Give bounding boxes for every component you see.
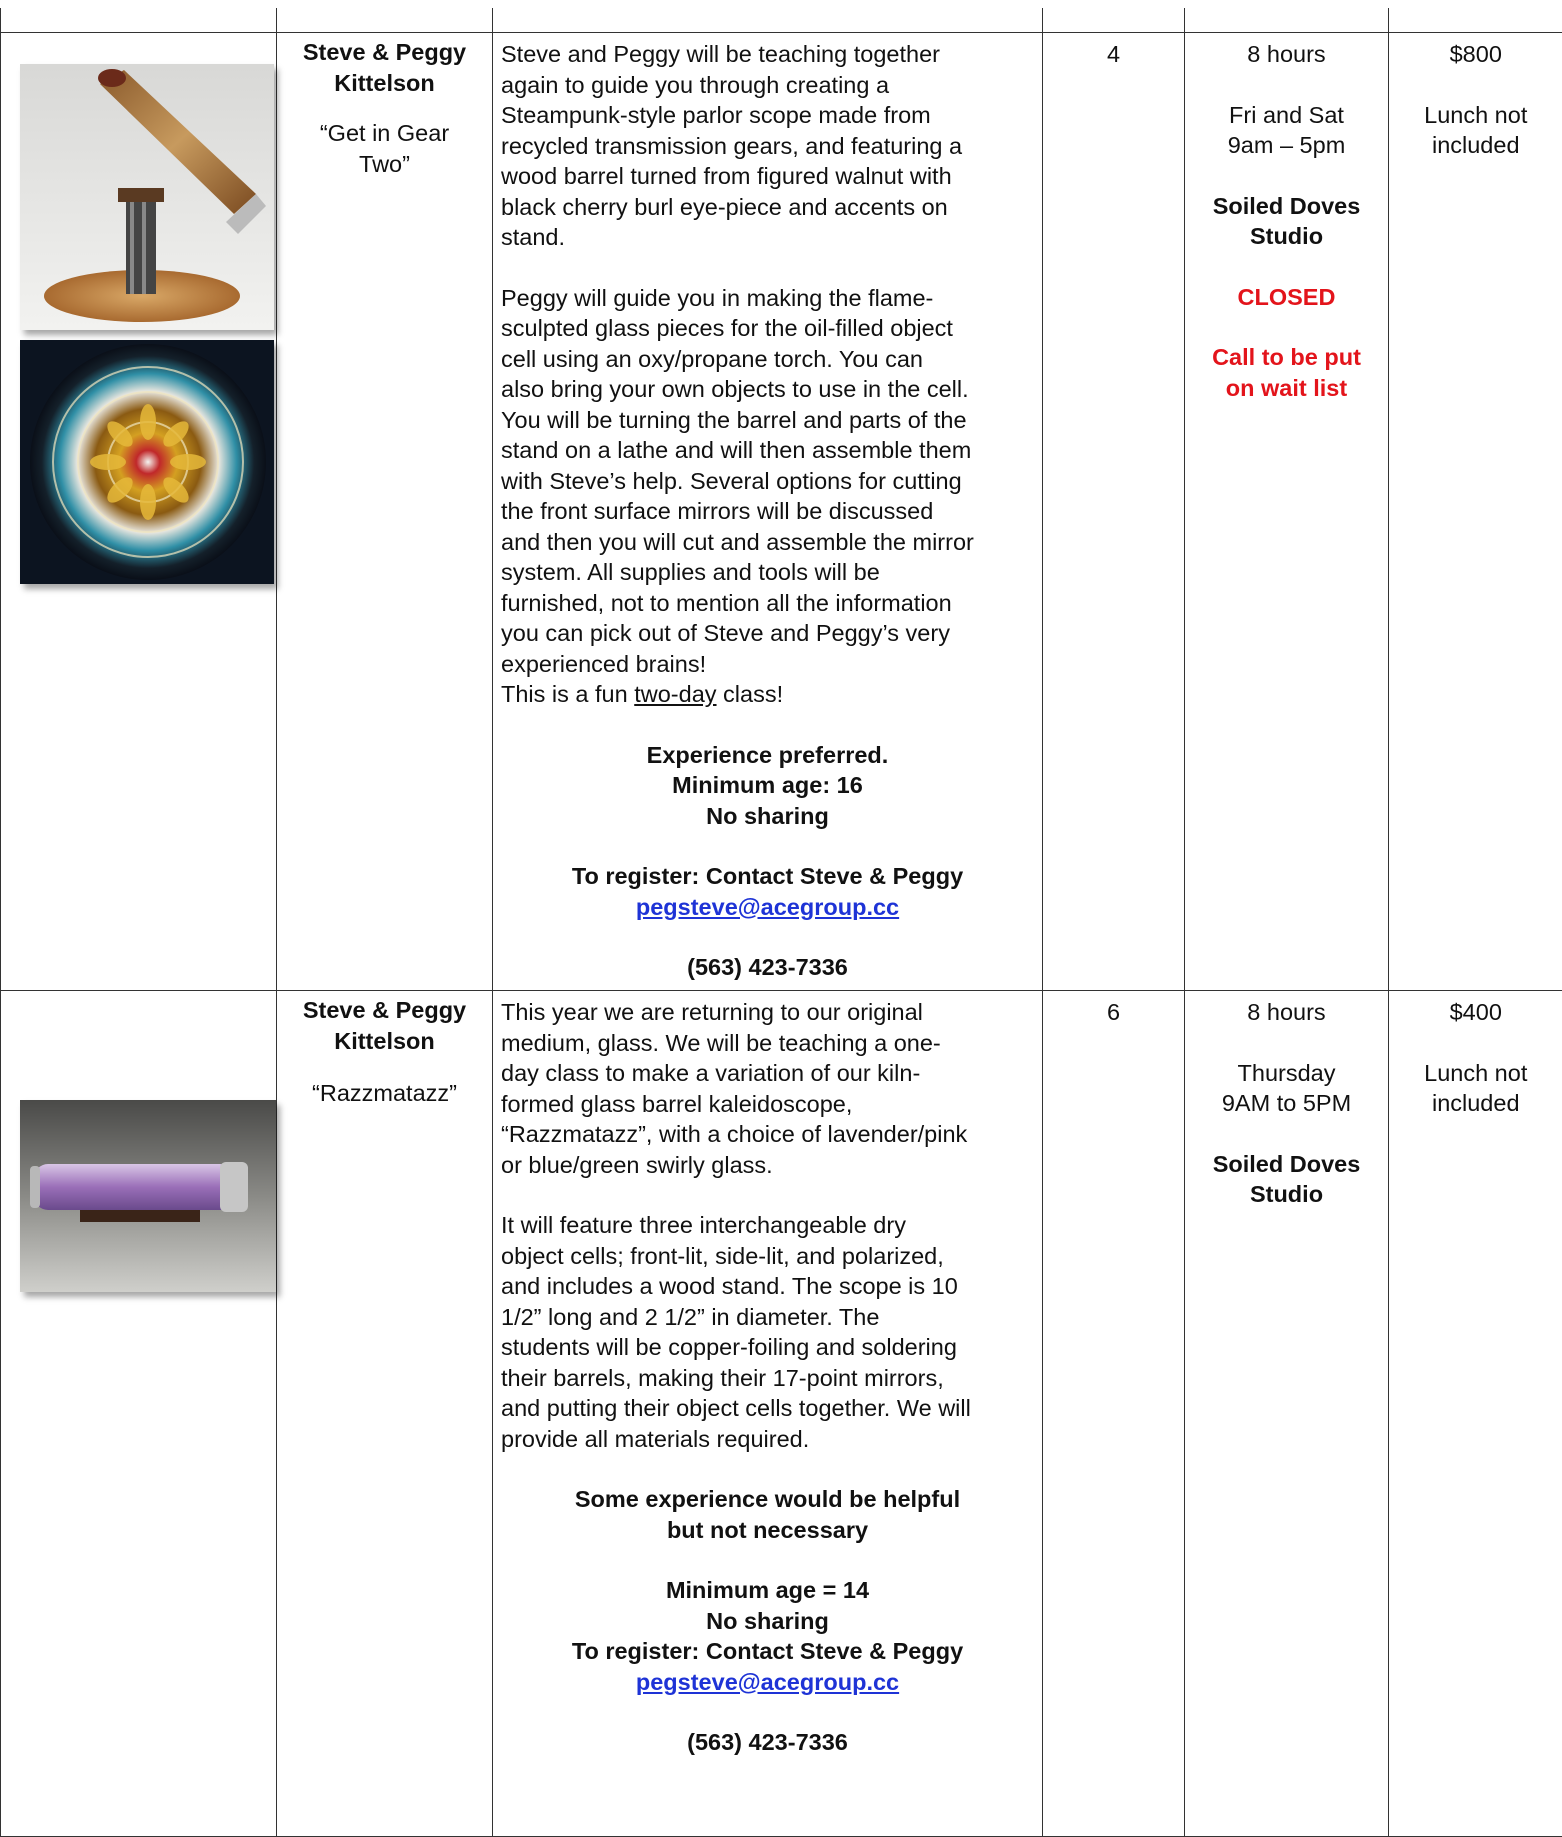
students-cell xyxy=(1043,33,1185,991)
description-line: again to guide you through creating a xyxy=(501,70,1034,101)
kaleidoscope-image-photo xyxy=(20,340,274,584)
description-line: formed glass barrel kaleidoscope, xyxy=(501,1089,1034,1120)
description-line: their barrels, making their 17-point mirrors, xyxy=(501,1363,1034,1394)
description-line: It will feature three interchangeable dry xyxy=(501,1210,1034,1241)
description-para xyxy=(501,39,1034,253)
table-header-spacer-row xyxy=(1,8,1562,33)
student-count: 4 xyxy=(1043,33,1184,70)
instructor-name: Steve & Peggy xyxy=(277,995,492,1026)
phone-number: (563) 423-7336 xyxy=(501,1727,1034,1758)
location: Soiled Doves xyxy=(1185,191,1388,222)
description-line: the front surface mirrors will be discussed xyxy=(501,496,1034,527)
description-line: object cells; front-lit, side-lit, and polarized, xyxy=(501,1241,1034,1272)
status-badge: CLOSED xyxy=(1185,282,1388,313)
description-line: Steve and Peggy will be teaching together xyxy=(501,39,1034,70)
instructor-name: Kittelson xyxy=(277,1026,492,1057)
description-line: provide all materials required. xyxy=(501,1424,1034,1455)
razzmatazz-scope-image xyxy=(20,1100,276,1292)
instructor-name: Steve & Peggy xyxy=(277,37,492,68)
description-line: students will be copper-foiling and soldering xyxy=(501,1332,1034,1363)
fee-cell: $400 Lunch not included xyxy=(1389,991,1562,1837)
email-link[interactable]: pegsteve@acegroup.cc xyxy=(636,894,899,920)
class-title: “Razzmatazz” xyxy=(277,1078,492,1109)
lunch-note: Lunch not xyxy=(1389,1058,1562,1089)
experience-note: Some experience would be helpful but not necessary xyxy=(501,1484,1034,1545)
kaleidoscope-view-image xyxy=(20,340,274,584)
description-line: system. All supplies and tools will be xyxy=(501,557,1034,588)
description-line: stand on a lathe and will then assemble them xyxy=(501,435,1034,466)
duration: 8 hours xyxy=(1185,997,1388,1028)
description-line: sculpted glass pieces for the oil-filled object xyxy=(501,313,1034,344)
description-line: This is a fun two-day class! xyxy=(501,679,1034,710)
students-cell xyxy=(1043,991,1185,1837)
description-line: stand. xyxy=(501,222,1034,253)
requirements: Minimum age = 14 No sharing xyxy=(501,1575,1034,1636)
description-para xyxy=(501,997,1034,1180)
description-line: experienced brains! xyxy=(501,649,1034,680)
instructor-cell xyxy=(277,33,493,991)
description-line: and putting their object cells together. We will xyxy=(501,1393,1034,1424)
description-line: cell using an oxy/propane torch. You can xyxy=(501,344,1034,375)
description-line: you can pick out of Steve and Peggy’s very xyxy=(501,618,1034,649)
schedule-cell: 8 hours Thursday 9AM to 5PM Soiled Doves Studio xyxy=(1185,991,1389,1837)
fee: $800 xyxy=(1389,39,1562,70)
instructor-cell xyxy=(277,991,493,1837)
description-line: or blue/green swirly glass. xyxy=(501,1150,1034,1181)
student-count: 6 xyxy=(1043,991,1184,1028)
description-para xyxy=(501,1210,1034,1454)
schedule-cell: 8 hours Fri and Sat 9am – 5pm Soiled Doves Studio CLOSED Call to be put on wait list xyxy=(1185,33,1389,991)
description-line: “Razzmatazz”, with a choice of lavender/pink xyxy=(501,1119,1034,1150)
description-cell xyxy=(493,991,1043,1837)
location: Soiled Doves xyxy=(1185,1149,1388,1180)
duration: 8 hours xyxy=(1185,39,1388,70)
description-para xyxy=(501,283,1034,680)
register-text: To register: Contact Steve & Peggy xyxy=(501,861,1034,892)
description-line: with Steve’s help. Several options for cutting xyxy=(501,466,1034,497)
fee-cell: $800 Lunch not included xyxy=(1389,33,1562,991)
description-line: Steampunk-style parlor scope made from xyxy=(501,100,1034,131)
description-line: medium, glass. We will be teaching a one- xyxy=(501,1028,1034,1059)
description-line: and then you will cut and assemble the mirror xyxy=(501,527,1034,558)
description-line: furnished, not to mention all the information xyxy=(501,588,1034,619)
register-text: To register: Contact Steve & Peggy xyxy=(501,1636,1034,1667)
requirements: Experience preferred. Minimum age: 16 No sharing xyxy=(501,740,1034,832)
description-line: recycled transmission gears, and featuring a xyxy=(501,131,1034,162)
email-link[interactable]: pegsteve@acegroup.cc xyxy=(636,1669,899,1695)
description-line: and includes a wood stand. The scope is 10 xyxy=(501,1271,1034,1302)
description-line: 1/2” long and 2 1/2” in diameter. The xyxy=(501,1302,1034,1333)
description-cell xyxy=(493,33,1043,991)
description-line: wood barrel turned from figured walnut with xyxy=(501,161,1034,192)
waitlist-note: Call to be put xyxy=(1185,342,1388,373)
description-line: black cherry burl eye-piece and accents on xyxy=(501,192,1034,223)
description-line: This year we are returning to our original xyxy=(501,997,1034,1028)
description-line: also bring your own objects to use in the cell. xyxy=(501,374,1034,405)
phone-number: (563) 423-7336 xyxy=(501,952,1034,983)
description-line: You will be turning the barrel and parts of the xyxy=(501,405,1034,436)
lunch-note: Lunch not xyxy=(1389,100,1562,131)
razzmatazz-scope-photo xyxy=(20,1100,276,1292)
fee: $400 xyxy=(1389,997,1562,1028)
instructor-name: Kittelson xyxy=(277,68,492,99)
parlor-scope-image xyxy=(20,64,274,330)
parlor-scope-photo xyxy=(20,64,274,330)
description-line: day class to make a variation of our kiln- xyxy=(501,1058,1034,1089)
description-line: Peggy will guide you in making the flame- xyxy=(501,283,1034,314)
class-title: “Get in Gear Two” xyxy=(277,118,492,179)
